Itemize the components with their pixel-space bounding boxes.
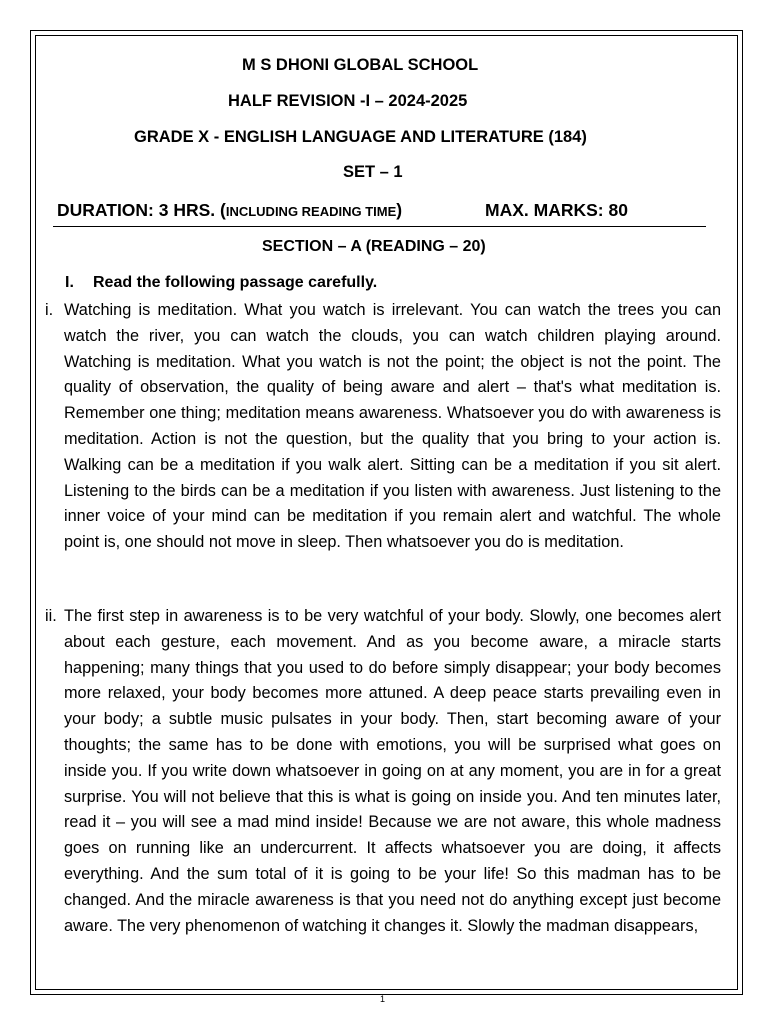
exam-title: HALF REVISION -I – 2024-2025 <box>228 92 468 110</box>
paragraph-number: ii. <box>45 607 57 625</box>
max-marks: MAX. MARKS: 80 <box>485 200 628 220</box>
set-label: SET – 1 <box>343 163 403 181</box>
paragraph-number: i. <box>45 301 54 319</box>
instruction-text: Read the following passage carefully. <box>93 274 378 291</box>
header-divider <box>53 226 706 227</box>
instruction-number: I. <box>65 274 74 291</box>
section-title: SECTION – A (READING – 20) <box>262 238 486 255</box>
page-number: 1 <box>380 994 386 1004</box>
duration-label: DURATION: 3 HRS. (INCLUDING READING TIME) <box>57 200 403 220</box>
duration-note: INCLUDING READING TIME <box>225 204 397 219</box>
passage-paragraph: Watching is meditation. What you watch is irrelevant. You can watch the trees you can watch the river, you can watch the clouds, you can watch children playing around. Watching is meditation. What you watch is not the point; the object is not the point. The quality of observation, the quality of being aware and alert – that's what meditation is. Remember one thing; meditation means awareness. Whatsoever you do with awareness is meditation. Action is not the question, but the quality that you bring to your action is. Walking can be a meditation if you walk alert. Sitting can be a meditation if you sit alert. Listening to the birds can be a meditation if you listen with awareness. Just listening to the inner voice of your mind can be meditation if you remain alert and watchful. The whole point is, one should not move in sleep. Then whatsoever you do is meditation. <box>64 301 721 552</box>
grade-subject: GRADE X - ENGLISH LANGUAGE AND LITERATURE (184) <box>134 128 587 146</box>
passage-paragraph: The first step in awareness is to be very watchful of your body. Slowly, one becomes alert about each gesture, each movement. And as you become aware, a miracle starts happening; many things that you used to do before simply disappear; your body becomes more relaxed, your body becomes more attuned. A deep peace starts prevailing even in your body; a subtle music pulsates in your body. Then, start becoming aware of your thoughts; the same has to be done with emotions, you will be surprised what goes on inside you. If you write down whatsoever in going on at any moment, you are in for a great surprise. You will not believe that this is what is going on inside you. And ten minutes later, read it – you will see a mad mind inside! Because we are not aware, this whole madness goes on running like an undercurrent. It affects whatsoever you are doing, it affects everything. And the sum total of it is going to be your life! So this madman has to be changed. And the miracle awareness is that you need not do anything except just become aware. The very phenomenon of watching it changes it. Slowly the madman disappears, <box>64 607 721 935</box>
instruction <box>65 274 377 292</box>
duration-marks-row <box>57 200 707 221</box>
school-name: M S DHONI GLOBAL SCHOOL <box>242 56 479 74</box>
